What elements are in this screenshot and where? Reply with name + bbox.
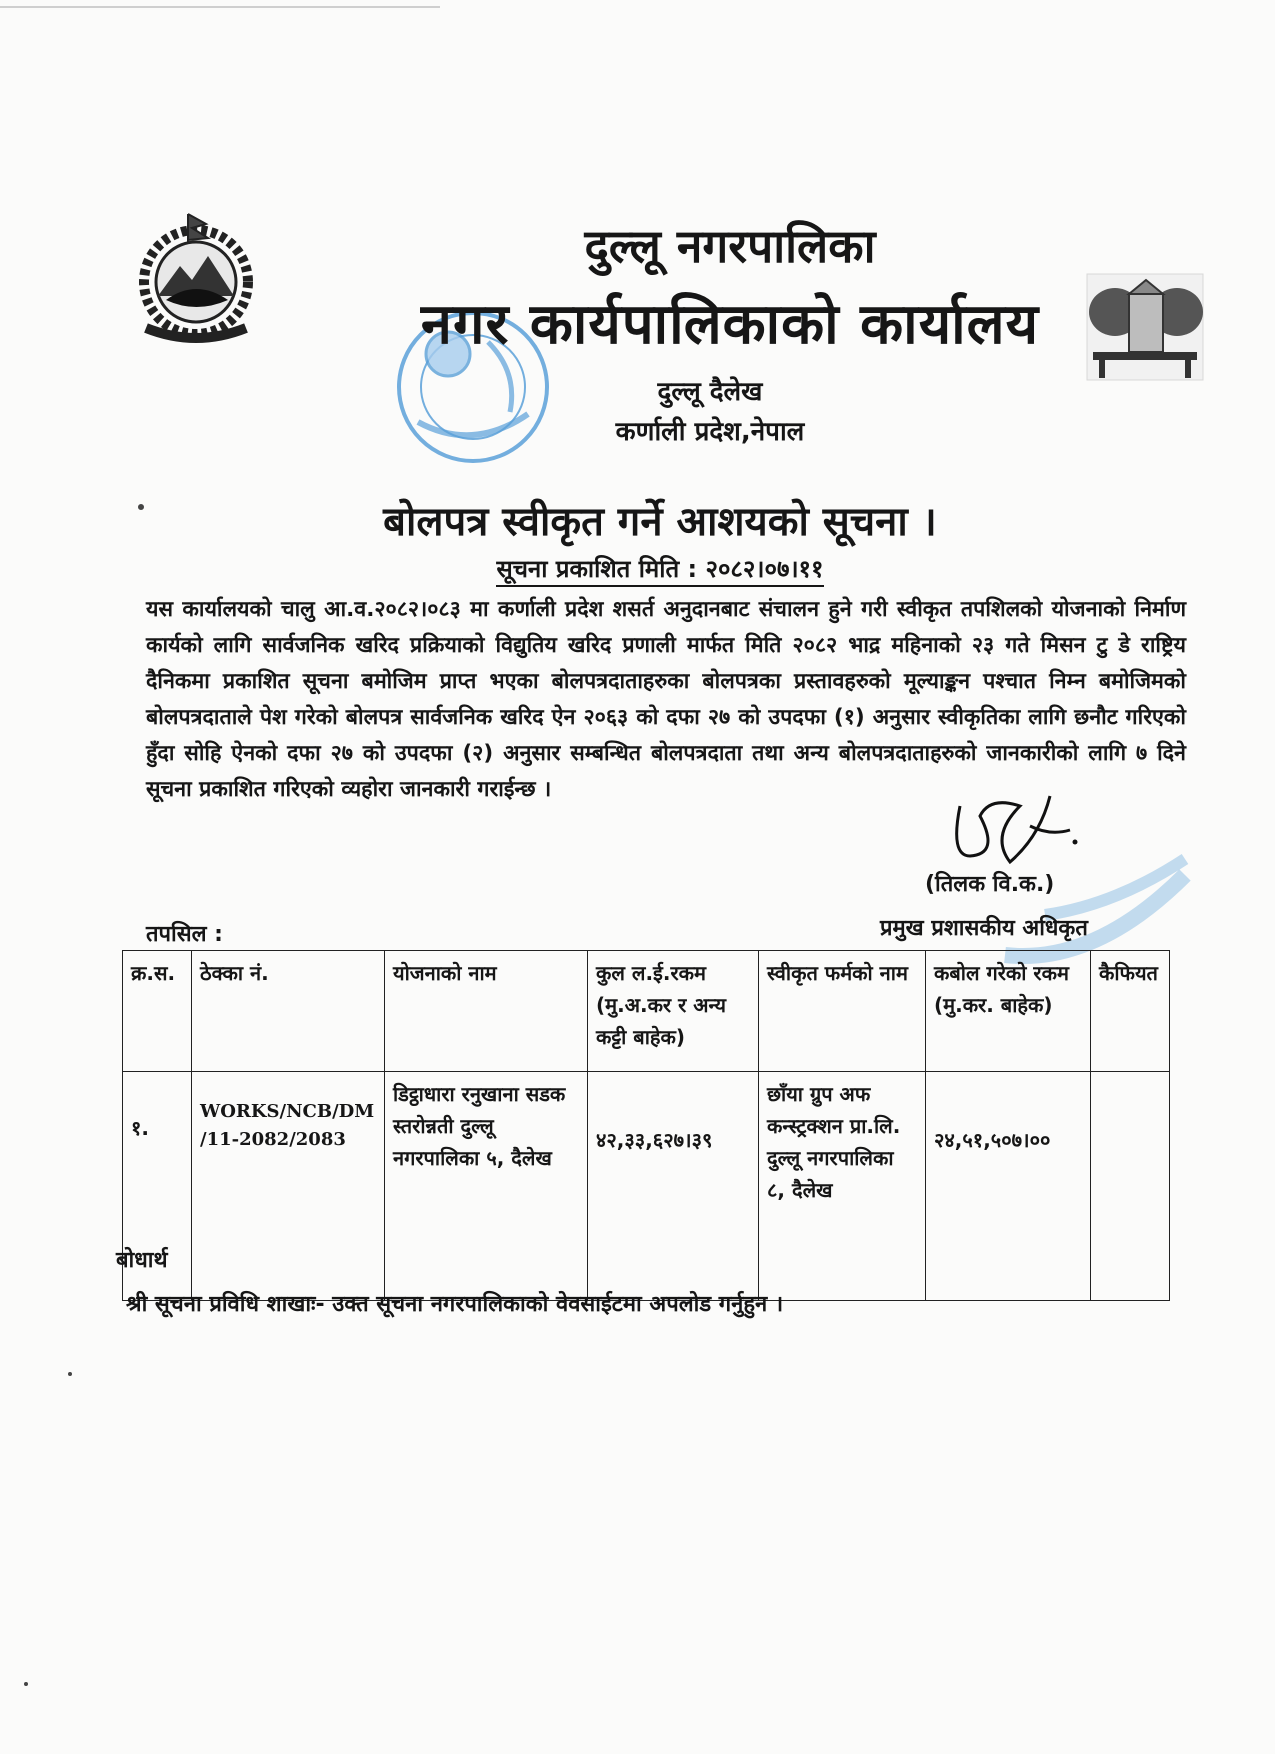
header-sn: क्र.स. xyxy=(123,951,192,1072)
table-header-row xyxy=(123,951,1170,1072)
cc-line: श्री सूचना प्रविधि शाखाः- उक्त सूचना नगरपालिकाको वेवसाईटमा अपलोड गर्नुहुन । xyxy=(126,1292,784,1317)
header-contract-no: ठेक्का नं. xyxy=(192,951,385,1072)
header-bid-amount: कबोल गरेको रकम (मु.कर. बाहेक) xyxy=(926,951,1091,1072)
cell-firm-name: छाँया ग्रुप अफ कन्स्ट्रक्शन प्रा.लि. दुल्लू नगरपालिका ८, दैलेख xyxy=(759,1072,926,1301)
scan-speck xyxy=(138,504,144,510)
published-date-text: सूचना प्रकाशित मिति : २०८२।०७।११ xyxy=(496,555,823,587)
municipality-name: दुल्लू नगरपालिका xyxy=(584,219,876,273)
office-name: नगर कार्यपालिकाको कार्यालय xyxy=(420,292,1040,357)
header-remarks: कैफियत xyxy=(1091,951,1170,1072)
table-row xyxy=(123,1072,1170,1301)
header-firm-name: स्वीकृत फर्मको नाम xyxy=(759,951,926,1072)
cell-remarks xyxy=(1091,1072,1170,1301)
cell-sn: १. xyxy=(123,1072,192,1301)
signatory-title: प्रमुख प्रशासकीय अधिकृत xyxy=(880,916,1088,941)
cell-contract-no: WORKS/NCB/DM /11-2082/2083 xyxy=(192,1072,385,1301)
notice-body: यस कार्यालयको चालु आ.व.२०८२।०८३ मा कर्णाली प्रदेश शसर्त अनुदानबाट संचालन हुने गरी स्वीकृत तपशिलको योजनाको निर्माण कार्यको लागि सार्वजनिक खरिद प्रक्रियाको विद्युतिय खरिद प्रणाली मार्फत मिति २०८२ भाद्र महिनाको २३ गते मिसन टु डे राष्ट्रिय दैनिकमा प्रकाशित सूचना बमोजिम प्राप्त भएका बोलपत्रदाताहरुका बोलपत्रका प्रस्तावहरुको मूल्याङ्कन पश्चात निम्न बमोजिमको बोलपत्रदाताले पेश गरेको बोलपत्र सार्वजनिक खरिद ऐन २०६३ को दफा २७ को उपदफा (१) अनुसार स्वीकृतिका लागि छनौट गरिएको हुँदा सोहि ऐनको दफा २७ को उपदफा (२) अनुसार सम्बन्धित बोलपत्रदाता तथा अन्य बोलपत्रदाताहरुको जानकारीको लागि ७ दिने सूचना प्रकाशित गरिएको व्यहोरा जानकारी गराईन्छ । xyxy=(146,597,1186,802)
contract-table xyxy=(122,950,1170,1301)
notice-published-date xyxy=(390,552,930,585)
signatory-name: (तिलक वि.क.) xyxy=(925,872,1055,897)
cell-project-name: डिट्ठाधारा रनुखाना सडक स्तरोन्नती दुल्लू नगरपालिका ५, दैलेख xyxy=(385,1072,588,1301)
cell-total-estimate: ४२,३३,६२७।३९ xyxy=(588,1072,759,1301)
nepal-emblem-icon xyxy=(128,208,264,348)
location-line-2: कर्णाली प्रदेश,नेपाल xyxy=(615,417,805,447)
cc-label: बोधार्थ xyxy=(116,1248,168,1273)
location-line-1: दुल्लू दैलेख xyxy=(657,377,763,407)
scan-speck xyxy=(68,1372,72,1376)
cell-bid-amount: २४,५१,५०७।०० xyxy=(926,1072,1091,1301)
scan-speck xyxy=(24,1682,28,1686)
notice-title: बोलपत्र स्वीकृत गर्ने आशयको सूचना । xyxy=(383,499,937,545)
scan-top-edge xyxy=(0,6,440,8)
header-project-name: योजनाको नाम xyxy=(385,951,588,1072)
header-total-estimate: कुल ल.ई.रकम (मु.अ.कर र अन्य कट्टी बाहेक) xyxy=(588,951,759,1072)
table-caption: तपसिल : xyxy=(146,922,223,947)
